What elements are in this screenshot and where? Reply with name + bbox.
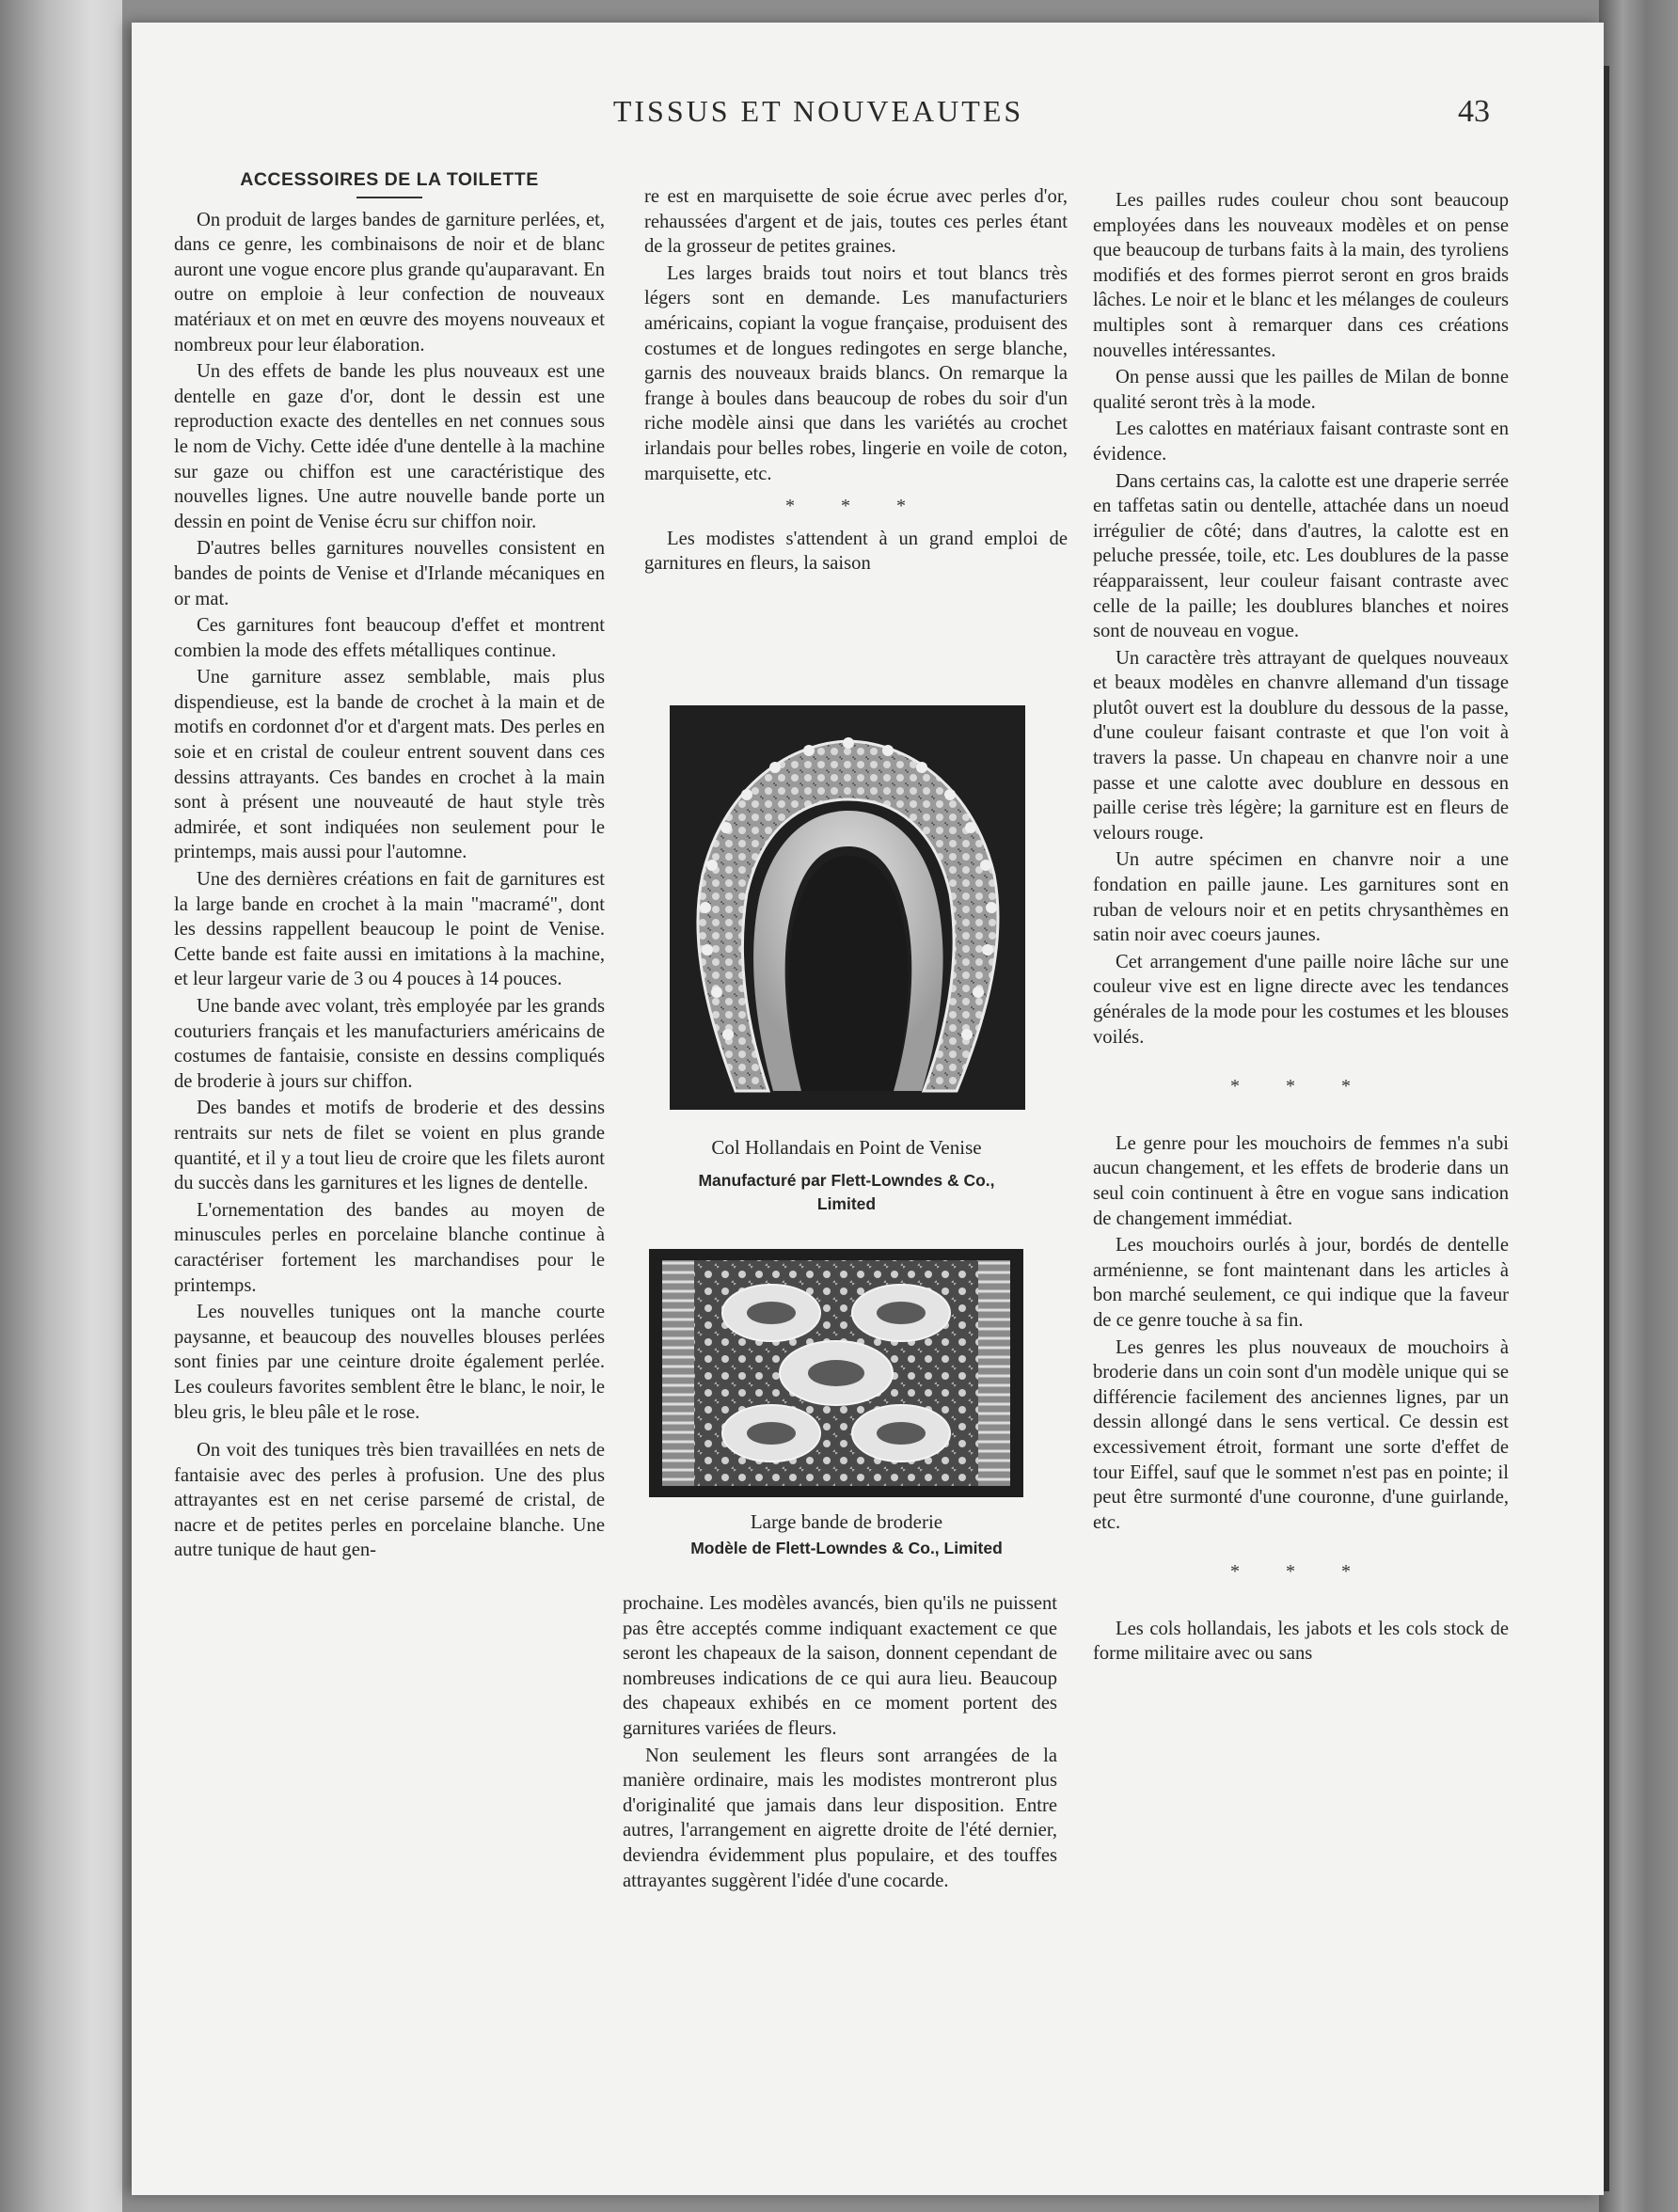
paragraph: On produit de larges bandes de garniture perlées, et, dans ce genre, les combinaisons de noir et de blanc auront une vogue encore plus grande qu'auparavant. En outre on emploie à leur confection de nouveaux matériaux et on met en œuvre des moyens nouveaux et nombreux pour leur élaboration. bbox=[174, 209, 605, 356]
paragraph: On voit des tuniques très bien travaillées en nets de fantaisie avec des perles à profusion. Une des plus attrayantes est en net cerise parsemé de cristal, de nacre et de petites perles en porcelaine blanche. Une autre tunique de haut gen- bbox=[174, 1440, 605, 1561]
lace-collar-illustration bbox=[670, 705, 1025, 1110]
column-2-bottom bbox=[623, 1591, 1057, 1895]
paragraph: Le genre pour les mouchoirs de femmes n'a subi aucun changement, et les effets de broderie dans un seul coin continuent à être en vogue sans indication de changement immédiat. bbox=[1093, 1132, 1509, 1229]
paragraph: Les calottes en matériaux faisant contraste sont en évidence. bbox=[1093, 419, 1509, 465]
column-3 bbox=[1093, 188, 1509, 1668]
paragraph: Un autre spécimen en chanvre noir a une fondation en paille jaune. Les garnitures sont en ruban de velours noir et en petits chrysanthèmes en satin noir avec coeurs jaunes. bbox=[1093, 849, 1509, 946]
running-head: TISSUS ET NOUVEAUTES bbox=[612, 94, 1024, 128]
column-2-top bbox=[644, 184, 1068, 578]
paragraph: Les pailles rudes couleur chou sont beaucoup employées dans les nouveaux modèles et on pense que beaucoup de turbans faits à la main, des tyroliens modifiés et des formes pierrot seront en gros braids lâches. Le noir et le blanc et les mélanges de couleurs multiples sont à remarquer dans ces créations nouvelles intéressantes. bbox=[1093, 190, 1510, 361]
paragraph: Dans certains cas, la calotte est une draperie serrée en taffetas satin ou dentelle, attachée dans un noeud irrégulier de côté; dans d'autres, la calotte est en peluche pressée, toile, etc. Les doublures de la passe réapparaissent, leur couleur faisant contraste avec celle de la paille; les doublures blanches et noires sont de nouveau en vogue. bbox=[1093, 470, 1509, 642]
paragraph: Une des dernières créations en fait de garnitures est la large bande en crochet à la main "macramé", dont les dessins rappellent beaucoup le point de Venise. Cette bande est faite aussi en imitations à la machine, et leur largeur varie de 3 ou 4 pouces à 14 pouces. bbox=[174, 869, 605, 990]
title-rule bbox=[356, 197, 422, 198]
paragraph: Un des effets de bande les plus nouveaux est une dentelle en gaze d'or, dont le dessin est une reproduction exacte des dentelles en net connues sous le nom de Vichy. Cette idée d'une dentelle à la machine sur gaze ou chiffon est une caractéristique des nouvelles lignes. Une autre nouvelle bande porte un dessin en point de Venise écru sur chiffon noir. bbox=[174, 361, 605, 532]
figure-2-credit: Modèle de Flett-Lowndes & Co., Limited bbox=[690, 1539, 1003, 1557]
paragraph: Les larges braids tout noirs et tout blancs très légers sont en demande. Les manufacturiers américains, copiant la vogue française, produisent des costumes et de longues redingotes en serge blanche, garnis des nouveaux braids blancs. On remarque la frange à boules dans beaucoup de robes du soir d'un riche modèle ainsi que dans les variétés au crochet irlandais pour belles robes, lingerie en voile de coton, marquisette, etc. bbox=[644, 262, 1068, 484]
paragraph: Une garniture assez semblable, mais plus dispendieuse, est la bande de crochet à la main et de motifs en cordonnet d'or et d'argent mats. Des perles en soie et en cristal de couleur entrent souvent dans ces dessins attrayants. Ces bandes en crochet à la main sont à présent une nouveauté de haut style très admirée, et sont indiquées non seulement pour le printemps, mais aussi pour l'automne. bbox=[174, 667, 605, 863]
paragraph: Cet arrangement d'une paille noire lâche sur une couleur vive est en ligne directe avec les tendances générales de la mode pour les costumes et les blouses voilés. bbox=[1093, 951, 1509, 1048]
figure-1-caption: Col Hollandais en Point de Venise bbox=[711, 1136, 982, 1159]
column-1 bbox=[174, 167, 605, 1565]
paragraph: On pense aussi que les pailles de Milan de bonne qualité seront très à la mode. bbox=[1093, 367, 1509, 413]
paragraph: Les modistes s'attendent à un grand emploi de garnitures en fleurs, la saison bbox=[644, 528, 1068, 575]
paragraph: re est en marquisette de soie écrue avec perles d'or, rehaussées d'argent et de jais, toutes ces perles étant de la grosseur de petites graines. bbox=[644, 186, 1068, 258]
paragraph: Non seulement les fleurs sont arrangées de la manière ordinaire, mais les modistes montreront plus d'originalité que jamais dans leur disposition. Entre autres, l'arrangement en aigrette droite de l'été dernier, deviendra évidemment plus populaire, et des touffes attrayantes suggèrent l'idée d'une cocarde. bbox=[623, 1745, 1057, 1891]
page-number: 43 bbox=[1458, 94, 1490, 129]
paragraph: Une bande avec volant, très employée par les grands couturiers français et les manufacturiers américains de costumes de fantaisie, consiste en dessins compliqués de broderie à jours sur chiffon. bbox=[174, 996, 605, 1092]
section-separator: * * * bbox=[785, 496, 926, 517]
paragraph: Des bandes et motifs de broderie et des dessins rentraits sur nets de filet se voient en plus grande quantité, et il y a tout lieu de croire que les filets auront du succès dans les garnitures et les lignes de dentelle. bbox=[174, 1098, 605, 1194]
figure-2-caption: Large bande de broderie bbox=[750, 1510, 943, 1533]
figure-1-credit-line: Limited bbox=[816, 1194, 877, 1213]
book-spine-edge bbox=[1599, 0, 1678, 2212]
figure-1-credit bbox=[632, 1169, 1061, 1216]
scan-left-margin bbox=[0, 0, 122, 2212]
section-separator: * * * bbox=[1230, 1076, 1371, 1098]
embroidery-band-illustration bbox=[649, 1249, 1023, 1497]
paragraph: D'autres belles garnitures nouvelles consistent en bandes de points de Venise et d'Irlande mécaniques en or mat. bbox=[174, 538, 605, 609]
photo-lace-collar bbox=[670, 705, 1025, 1110]
page-edge-shadow bbox=[1604, 66, 1609, 2191]
photo-embroidery-band bbox=[649, 1249, 1023, 1497]
paragraph: Les nouvelles tuniques ont la manche courte paysanne, et beaucoup des nouvelles blouses perlées sont finies par une ceinture droite également perlée. Les couleurs favorites semblent être le blanc, le noir, le bleu gris, le bleu pâle et le rose. bbox=[174, 1302, 605, 1423]
paragraph: Les mouchoirs ourlés à jour, bordés de dentelle arménienne, se font maintenant dans les articles à bon marché seulement, ce qui indique que la faveur de ce genre touche à sa fin. bbox=[1093, 1235, 1509, 1331]
section-separator: * * * bbox=[1230, 1561, 1371, 1583]
paragraph: L'ornementation des bandes au moyen de minuscules perles en porcelaine blanche continue à caractériser fortement les marchandises pour le printemps. bbox=[174, 1199, 605, 1296]
paragraph: Les genres les plus nouveaux de mouchoirs à broderie dans un coin sont d'un modèle unique qui se différencie facilement des anciennes lignes, par un dessin allongé dans le sens vertical. Ce dessin est excessivement étroit, formant une sorte d'effet de tour Eiffel, sauf que le sommet n'est pas en pointe; il peut être surmonté d'une couronne, d'une guirlande, etc. bbox=[1093, 1336, 1509, 1533]
paragraph: prochaine. Les modèles avancés, bien qu'ils ne puissent pas être acceptés comme indiquant exactement ce que seront les chapeaux de la saison, donnent cependant de nombreuses indications de ce qui aura lieu. Beaucoup des chapeaux exhibés en ce moment portent des garnitures variées de fleurs. bbox=[623, 1593, 1057, 1739]
paragraph: Les cols hollandais, les jabots et les cols stock de forme militaire avec ou sans bbox=[1093, 1618, 1509, 1665]
article-title: ACCESSOIRES DE LA TOILETTE bbox=[240, 169, 539, 190]
paragraph: Ces garnitures font beaucoup d'effet et montrent combien la mode des effets métalliques continue. bbox=[174, 615, 605, 661]
figure-1-credit-line: Manufacturé par Flett-Lowndes & Co., bbox=[698, 1171, 995, 1190]
paragraph: Un caractère très attrayant de quelques nouveaux et beaux modèles en chanvre allemand d'un tissage plutôt ouvert est la doublure du dessous de la passe, d'une couleur faisant contraste et que l'on voit à travers la passe. Un chapeau en chanvre noir a une passe et une calotte avec doublure en dessous en paille cerise très légère; la garniture est en fleurs de velours rouge. bbox=[1093, 647, 1509, 844]
